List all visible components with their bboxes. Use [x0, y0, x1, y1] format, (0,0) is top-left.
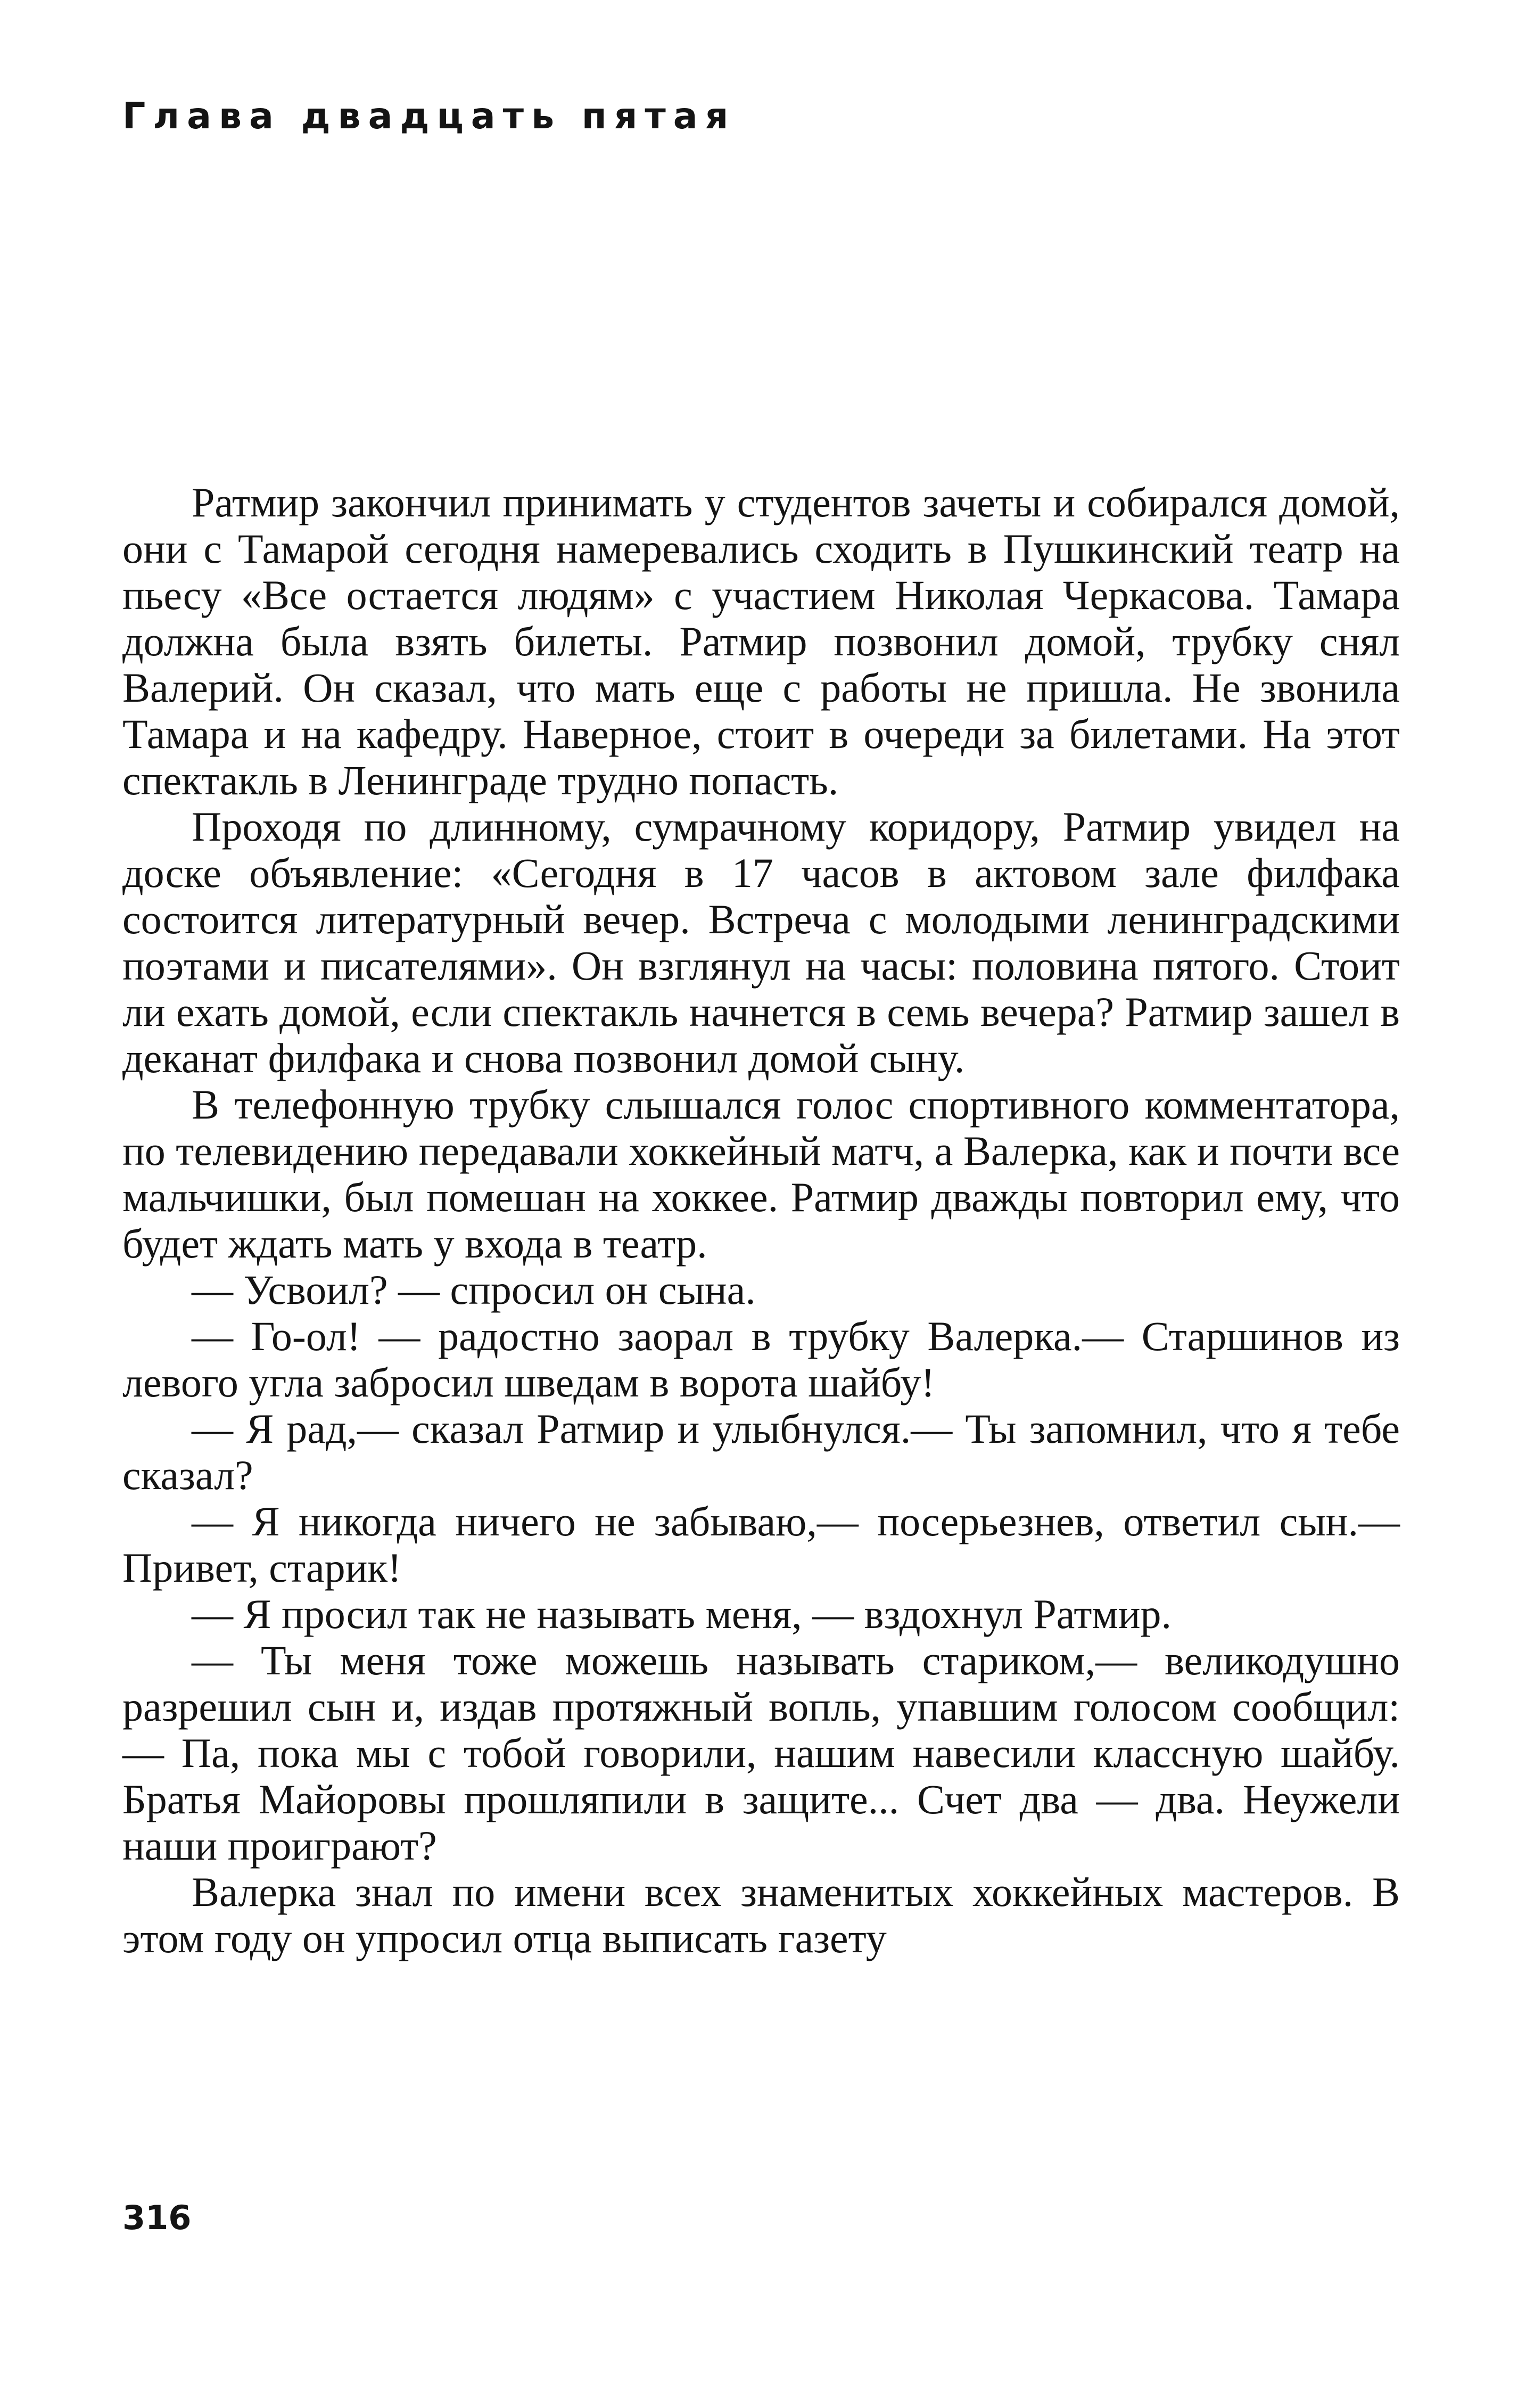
paragraph-3: В телефонную трубку слышался голос спортивного комментатора, по телевидению передавали хоккейный матч, а Валерка, как и почти все мальчишки, был помешан на хоккее. Ратмир дважды повторил ему, что будет ждать мать у входа в театр. [122, 1081, 1400, 1267]
dialogue-line-4: — Я никогда ничего не забываю,— посерьезнев, ответил сын.— Привет, старик! [122, 1498, 1400, 1591]
paragraph-last: Валерка знал по имени всех знаменитых хоккейных мастеров. В этом году он упросил отца выписать газету [122, 1869, 1400, 1961]
dialogue-line-2: — Го-ол! — радостно заорал в трубку Валерка.— Старшинов из левого угла забросил шведам в ворота шайбу! [122, 1313, 1400, 1406]
paragraph-1: Ратмир закончил принимать у студентов зачеты и собирался домой, они с Тамарой сегодня намеревались сходить в Пушкинский театр на пьесу «Все остается людям» с участием Николая Черкасова. Тамара должна была взять билеты. Ратмир позвонил домой, трубку снял Валерий. Он сказал, что мать еще с работы не пришла. Не звонила Тамара и на кафедру. Наверное, стоит в очереди за билетами. На этот спектакль в Ленинграде трудно попасть. [122, 479, 1400, 803]
paragraph-2: Проходя по длинному, сумрачному коридору, Ратмир увидел на доске объявление: «Сегодня в 17 часов в актовом зале филфака состоится литературный вечер. Встреча с молодыми ленинградскими поэтами и писателями». Он взглянул на часы: половина пятого. Стоит ли ехать домой, если спектакль начнется в семь вечера? Ратмир зашел в деканат филфака и снова позвонил домой сыну. [122, 803, 1400, 1081]
dialogue-line-3: — Я рад,— сказал Ратмир и улыбнулся.— Ты запомнил, что я тебе сказал? [122, 1406, 1400, 1498]
dialogue-line-5: — Я просил так не называть меня, — вздохнул Ратмир. [192, 1591, 1172, 1637]
body-text [122, 479, 1400, 1961]
chapter-title: Глава двадцать пятая [122, 95, 736, 137]
dialogue-line-6: — Ты меня тоже можешь называть стариком,— великодушно разрешил сын и, издав протяжный вопль, упавшим голосом сообщил: — Па, пока мы с тобой говорили, нашим навесили классную шайбу. Братья Майоровы прошляпили в защите... Счет два — два. Неужели наши проиграют? [122, 1637, 1400, 1869]
page-number: 316 [122, 2198, 192, 2237]
dialogue-line-1: — Усвоил? — спросил он сына. [192, 1267, 756, 1313]
